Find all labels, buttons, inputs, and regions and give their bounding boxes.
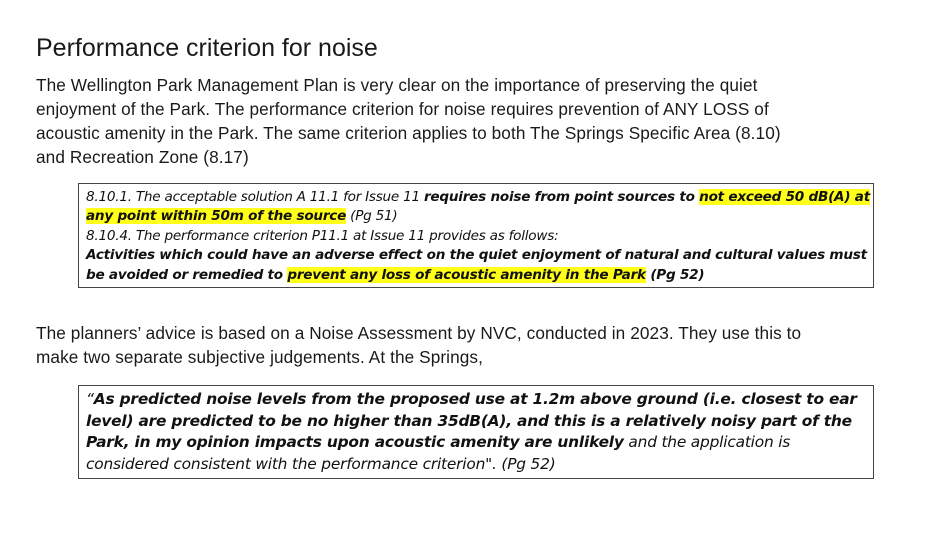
quote1-bold: requires noise from point sources to <box>423 189 700 205</box>
quote1-line-5 <box>86 266 865 285</box>
management-plan-quote-box <box>78 183 874 288</box>
quote1-page-ref: (Pg 51) <box>346 208 398 225</box>
intro-line: acoustic amenity in the Park. The same criterion applies to both The Springs Specific Area (8.10) <box>36 123 781 143</box>
intro-paragraph <box>36 73 916 169</box>
quote1-highlight: any point within 50m of the source <box>86 208 347 225</box>
quote2-text: and the application is <box>623 433 791 451</box>
quote1-text: 8.10.1. The acceptable solution A 11.1 for Issue 11 <box>86 189 424 205</box>
advice-paragraph <box>36 321 916 369</box>
intro-line: enjoyment of the Park. The performance criterion for noise requires prevention of ANY LOSS of <box>36 99 769 119</box>
quote2-bold: Park, in my opinion impacts upon acoustic amenity are unlikely <box>86 433 624 451</box>
quote2-open-quote: “ <box>86 390 94 408</box>
intro-line: and Recreation Zone (8.17) <box>36 147 249 167</box>
quote2-bold: As predicted noise levels from the proposed use at 1.2m above ground (i.e. closest to ear <box>93 390 857 408</box>
quote1-line-2 <box>86 207 865 226</box>
advice-line: The planners’ advice is based on a Noise Assessment by NVC, conducted in 2023. They use this to <box>36 323 802 343</box>
quote1-line-4: Activities which could have an adverse effect on the quiet enjoyment of natural and cultural values must <box>86 247 867 264</box>
quote1-line-3: 8.10.4. The performance criterion P11.1 at Issue 11 provides as follows: <box>86 227 559 244</box>
planner-quote-box <box>78 385 874 479</box>
quote1-highlight: not exceed 50 dB(A) at <box>699 189 870 205</box>
quote2-line-3 <box>86 432 865 454</box>
slide-title: Performance criterion for noise <box>36 34 378 62</box>
quote1-highlight: prevent any loss of acoustic amenity in the Park <box>287 266 646 283</box>
quote1-page-ref: (Pg 52) <box>645 266 705 283</box>
quote2-line-1 <box>86 389 865 411</box>
quote2-line-2: level) are predicted to be no higher than 35dB(A), and this is a relatively noisy part of the <box>86 411 852 430</box>
quote2-line-4: considered consistent with the performance criterion". (Pg 52) <box>86 454 556 473</box>
quote1-bold: be avoided or remedied to <box>86 266 288 283</box>
quote1-line-1 <box>86 188 870 207</box>
advice-line: make two separate subjective judgements. At the Springs, <box>36 347 483 367</box>
intro-line: The Wellington Park Management Plan is very clear on the importance of preserving the quiet <box>36 75 758 95</box>
